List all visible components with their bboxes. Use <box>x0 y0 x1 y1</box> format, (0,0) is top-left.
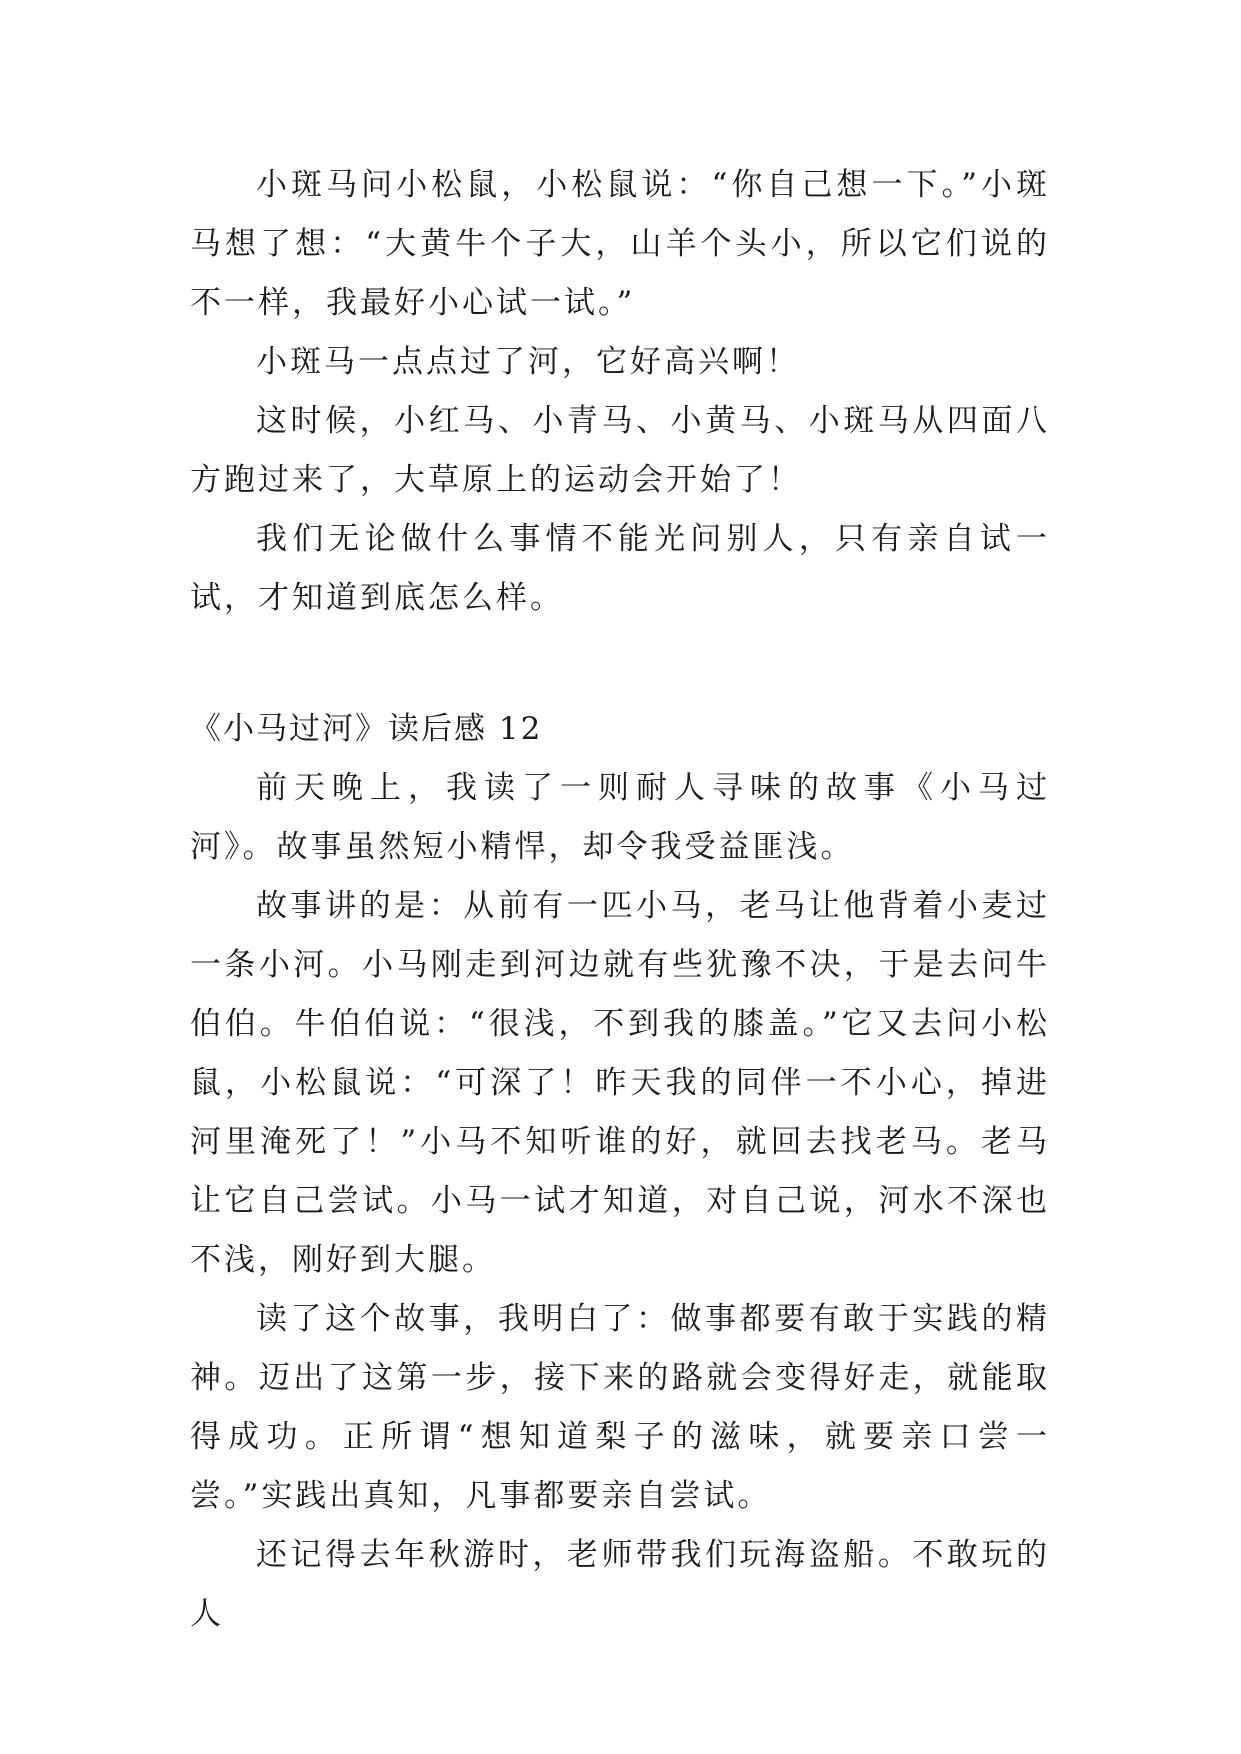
section-spacer <box>190 628 1050 700</box>
section-title: 《小马过河》读后感 12 <box>190 711 543 747</box>
paragraph: 这时候，小红马、小青马、小黄马、小斑马从四面八方跑过来了，大草原上的运动会开始了！ <box>190 403 1050 498</box>
paragraph: 故事讲的是：从前有一匹小马，老马让他背着小麦过一条小河。小马刚走到河边就有些犹豫不决，于是去问牛伯伯。牛伯伯说：“很浅，不到我的膝盖。”它又去问小松鼠，小松鼠说：“可深了！昨天我的同伴一不小心，掉进河里淹死了！”小马不知听谁的好，就回去找老马。老马让它自己尝试。小马一试才知道，对自己说，河水不深也不浅，刚好到大腿。 <box>190 888 1050 1278</box>
paragraph: 我们无论做什么事情不能光问别人，只有亲自试一试，才知道到底怎么样。 <box>190 521 1050 616</box>
document-body <box>190 156 1050 1644</box>
paragraph: 小斑马一点点过了河，它好高兴啊！ <box>256 344 800 380</box>
paragraph: 读了这个故事，我明白了：做事都要有敢于实践的精神。迈出了这第一步，接下来的路就会变得好走，就能取得成功。正所谓“想知道梨子的滋味，就要亲口尝一尝。”实践出真知，凡事都要亲自尝试。 <box>190 1301 1050 1514</box>
paragraph: 前天晚上，我读了一则耐人寻味的故事《小马过河》。故事虽然短小精悍，却令我受益匪浅。 <box>190 770 1050 865</box>
paragraph: 小斑马问小松鼠，小松鼠说：“你自己想一下。”小斑马想了想：“大黄牛个子大，山羊个头小，所以它们说的不一样，我最好小心试一试。” <box>190 167 1050 321</box>
paragraph: 还记得去年秋游时，老师带我们玩海盗船。不敢玩的人 <box>190 1537 1050 1632</box>
